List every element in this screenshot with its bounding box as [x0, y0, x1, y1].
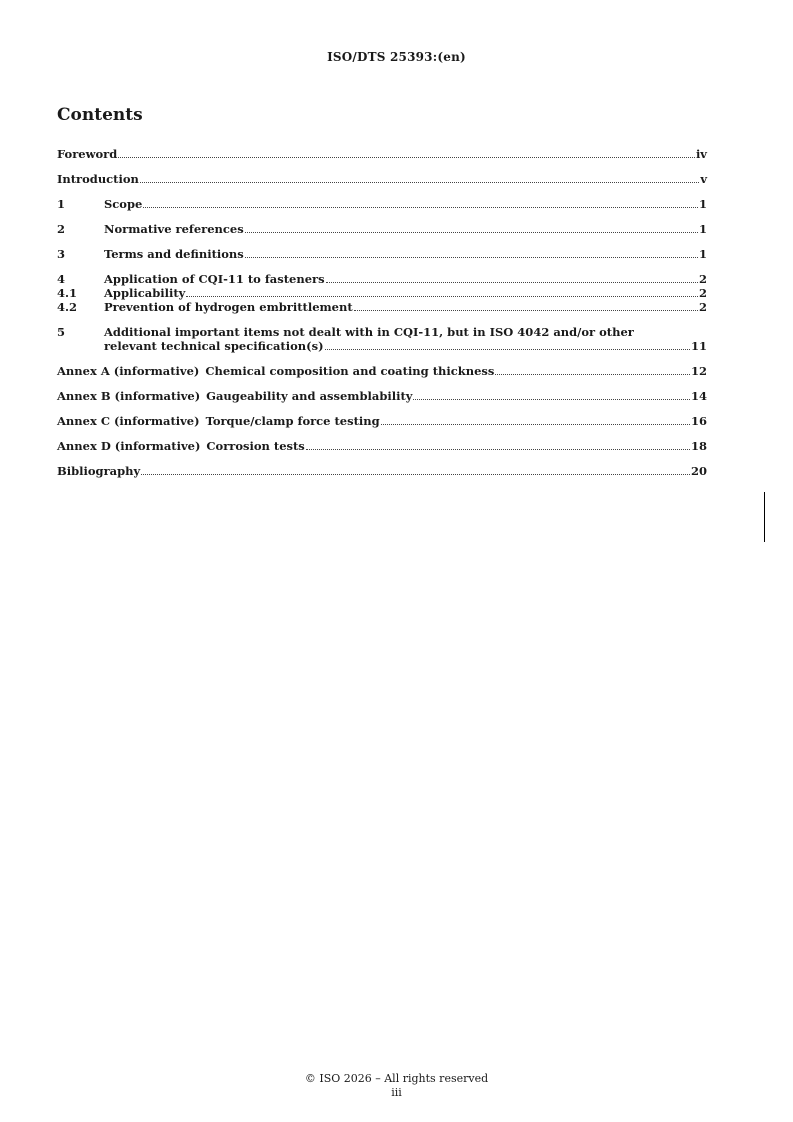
- toc-leader-dots: [381, 423, 690, 425]
- toc-page-number: v: [700, 172, 707, 186]
- toc-page-number: 12: [690, 364, 707, 378]
- toc-annex-label: Annex A (informative): [57, 364, 200, 378]
- toc-page-number: 14: [690, 389, 707, 403]
- toc-entry-annex-b[interactable]: [57, 389, 707, 403]
- toc-title: Chemical composition and coating thickness: [205, 364, 495, 378]
- toc-page-number: 11: [690, 339, 707, 353]
- toc-title: Bibliography: [57, 464, 141, 478]
- toc-leader-dots: [495, 373, 690, 375]
- toc-leader-dots: [140, 181, 699, 183]
- toc-clause-number: 2: [57, 222, 66, 236]
- toc-leader-dots: [143, 206, 698, 208]
- toc-title: Scope: [104, 197, 143, 211]
- toc-entry-annex-a[interactable]: [57, 364, 707, 378]
- toc-title-line-2: relevant technical specification(s): [104, 339, 324, 353]
- toc-clause-number: 1: [57, 197, 66, 211]
- toc-clause-number: 5: [57, 325, 66, 339]
- toc-leader-dots: [413, 398, 690, 400]
- contents-heading: Contents: [57, 105, 143, 125]
- toc-entry-normative-references[interactable]: [57, 222, 707, 236]
- page-number: iii: [391, 1086, 402, 1099]
- toc-page-number: 1: [698, 222, 707, 236]
- toc-leader-dots: [326, 281, 698, 283]
- toc-clause-number: 4.1: [57, 286, 78, 300]
- toc-entry-prevention-of-hydrogen-embrittlement[interactable]: [57, 300, 707, 314]
- toc-page-number: 2: [698, 286, 707, 300]
- toc-title: Prevention of hydrogen embrittlement: [104, 300, 353, 314]
- page-footer: [0, 1072, 793, 1100]
- toc-annex-label: Annex C (informative): [57, 414, 200, 428]
- toc-leader-dots: [118, 156, 695, 158]
- toc-entry-annex-c[interactable]: [57, 414, 707, 428]
- toc-entry-bibliography[interactable]: [57, 464, 707, 478]
- toc-leader-dots: [354, 309, 698, 311]
- toc-title: Torque/clamp force testing: [205, 414, 380, 428]
- toc-leader-dots: [141, 473, 690, 475]
- toc-title: Terms and definitions: [104, 247, 244, 261]
- toc-leader-dots: [245, 231, 698, 233]
- toc-clause-number: 4: [57, 272, 66, 286]
- toc-title: Foreword: [57, 147, 118, 161]
- toc-leader-dots: [325, 348, 690, 350]
- toc-entry-scope[interactable]: [57, 197, 707, 211]
- toc-annex-label: Annex B (informative): [57, 389, 201, 403]
- toc-entry-foreword[interactable]: [57, 147, 707, 161]
- toc-page-number: 16: [690, 414, 707, 428]
- toc-title-line-1: Additional important items not dealt with in CQI-11, but in ISO 4042 and/or other: [104, 325, 634, 339]
- toc-title: Gaugeability and assemblability: [206, 389, 413, 403]
- toc-entry-introduction[interactable]: [57, 172, 707, 186]
- toc-entry-application[interactable]: [57, 272, 707, 286]
- toc-entry-terms-and-definitions[interactable]: [57, 247, 707, 261]
- toc-entry-applicability[interactable]: [57, 286, 707, 300]
- toc-entry-additional-important-items[interactable]: [57, 325, 707, 353]
- toc-leader-dots: [245, 256, 698, 258]
- toc-clause-number: 3: [57, 247, 66, 261]
- toc-title: Corrosion tests: [206, 439, 305, 453]
- toc-page-number: 1: [698, 247, 707, 261]
- toc-leader-dots: [186, 295, 698, 297]
- toc-title: Applicability: [104, 286, 186, 300]
- toc-clause-number: 4.2: [57, 300, 78, 314]
- toc-page-number: 2: [698, 272, 707, 286]
- toc-title: Application of CQI-11 to fasteners: [104, 272, 325, 286]
- toc-annex-label: Annex D (informative): [57, 439, 201, 453]
- toc-page-number: 1: [698, 197, 707, 211]
- document-header: ISO/DTS 25393:(en): [327, 50, 466, 64]
- revision-change-bar: [764, 492, 765, 542]
- toc-page-number: iv: [695, 147, 707, 161]
- toc-title: Introduction: [57, 172, 139, 186]
- table-of-contents: [57, 147, 707, 489]
- copyright-notice: © ISO 2026 – All rights reserved: [304, 1072, 489, 1085]
- toc-page-number: 18: [690, 439, 707, 453]
- toc-page-number: 20: [690, 464, 707, 478]
- toc-leader-dots: [306, 448, 690, 450]
- toc-page-number: 2: [698, 300, 707, 314]
- toc-title: Normative references: [104, 222, 244, 236]
- toc-entry-annex-d[interactable]: [57, 439, 707, 453]
